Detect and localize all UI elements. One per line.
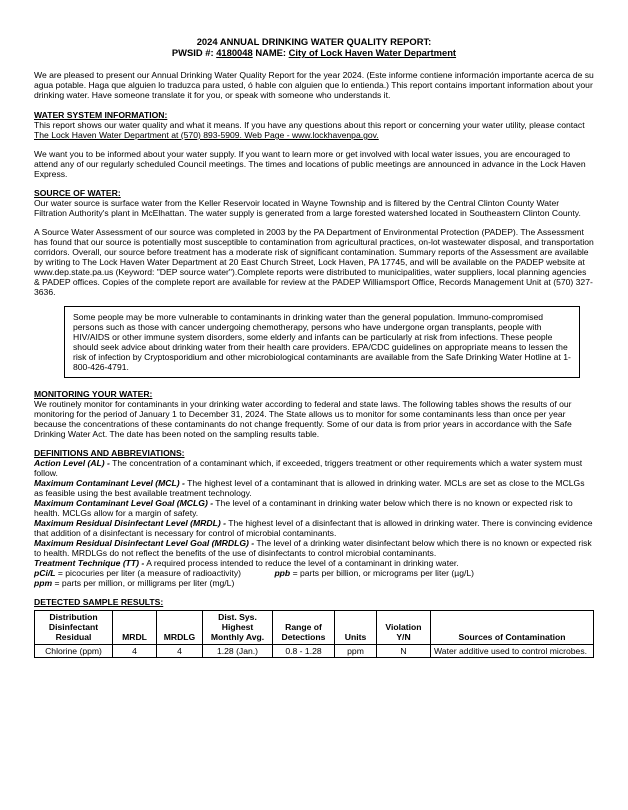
column-header: Sources of Contamination — [431, 611, 594, 645]
monitoring-heading: MONITORING YOUR WATER: — [34, 389, 153, 399]
vulnerable-notice-text: Some people may be more vulnerable to contaminants in drinking water than the general population. Immuno-compromised persons such as those with cancer undergoing chemotherapy, persons who have undergone organ transplants, people with HIV/AIDS or other immune system disorders, some elderly and infants can be particularly at risk from infections. These people should seek advice about drinking water from their health care providers. EPA/CDC guidelines on appropriate means to lessen the risk of infection by Cryptosporidium and other microbiological contaminants are available from the Safe Drinking Water Hotline at 1-800-426-4791. — [73, 312, 571, 372]
unit-row — [34, 568, 594, 578]
water-system-paragraph — [34, 120, 594, 140]
pwsid-value: 4180048 — [216, 47, 253, 58]
table-cell: ppm — [335, 645, 377, 658]
definition-text: A required process intended to reduce the level of a contaminant in drinking water. — [144, 558, 459, 568]
column-header: Range of Detections — [273, 611, 335, 645]
vulnerable-notice-box — [64, 306, 580, 378]
unit-text: = parts per million, or milligrams per liter (mg/L) — [52, 578, 235, 588]
report-title — [34, 36, 594, 58]
column-header: Dist. Sys. Highest Monthly Avg. — [203, 611, 273, 645]
column-header: MRDLG — [157, 611, 203, 645]
results-heading: DETECTED SAMPLE RESULTS: — [34, 597, 164, 607]
water-system-heading: WATER SYSTEM INFORMATION: — [34, 110, 168, 120]
results-table — [34, 610, 594, 658]
definition-item — [34, 518, 594, 538]
unit-item — [34, 568, 241, 578]
unit-item — [274, 568, 474, 578]
definition-item — [34, 478, 594, 498]
table-cell: 0.8 - 1.28 — [273, 645, 335, 658]
intro-paragraph: We are pleased to present our Annual Drinking Water Quality Report for the year 2024. (Este informe contiene información importante acerca de su agua potable. Haga que alguien lo traduzca para usted, ó hable con alguien que lo entienda.) This report contains important information about your drinking water. Have someone translate it for you, or speak with someone who understands it. — [34, 70, 594, 100]
unit-item — [34, 578, 594, 588]
definition-item — [34, 458, 594, 478]
definition-text: The level of a drinking water disinfectant below which there is no known or expected risk to health. MRDLGs do not reflect the benefits of the use of disinfectants to control microbial contaminants. — [34, 538, 592, 558]
source-paragraph: Our water source is surface water from the Keller Reservoir located in Wayne Township and is filtered by the Central Clinton County Water Filtration Authority's plant in McElhattan. The water supply is generated from a large forested watershed located in Southeastern Clinton County. — [34, 198, 581, 218]
table-cell: N — [377, 645, 431, 658]
unit-term: ppm — [34, 578, 53, 588]
definition-text: The level of a contaminant in drinking water below which there is no known or expected risk to health. MCLGs allow for a margin of safety. — [34, 498, 573, 518]
table-cell: Water additive used to control microbes. — [431, 645, 594, 658]
column-header: Distribution Disinfectant Residual — [35, 611, 113, 645]
definition-text: The highest level of a contaminant that is allowed in drinking water. MCLs are set as close to the MCLGs as feasible using the best available treatment technology. — [34, 478, 585, 498]
definition-item — [34, 498, 594, 518]
definition-item — [34, 538, 594, 558]
definitions-list — [34, 458, 594, 588]
water-system-text: This report shows our water quality and what it means. If you have any questions about this report or concerning your water utility, please contact — [34, 120, 585, 130]
unit-term: ppb — [274, 568, 291, 578]
column-header: MRDL — [113, 611, 157, 645]
column-header: Units — [335, 611, 377, 645]
report-title-line: 2024 ANNUAL DRINKING WATER QUALITY REPORT: — [196, 36, 432, 47]
definition-item — [34, 558, 594, 568]
unit-text: = parts per billion, or micrograms per liter (µg/L) — [290, 568, 474, 578]
definition-term: Action Level (AL) - — [34, 458, 110, 468]
system-name: City of Lock Haven Water Department — [288, 47, 457, 58]
definition-term: Maximum Contaminant Level (MCL) - — [34, 478, 185, 488]
definition-term: Maximum Contaminant Level Goal (MCLG) - — [34, 498, 214, 508]
table-cell: 1.28 (Jan.) — [203, 645, 273, 658]
column-header: Violation Y/N — [377, 611, 431, 645]
definition-term: Maximum Residual Disinfectant Level (MRDL) - — [34, 518, 226, 528]
table-row — [35, 645, 594, 658]
contact-link[interactable]: The Lock Haven Water Department at (570) 893-5909. Web Page - www.lockhavenpa.gov. — [34, 130, 379, 140]
name-label: NAME: — [255, 47, 287, 58]
table-cell: 4 — [113, 645, 157, 658]
involvement-paragraph: We want you to be informed about your water supply. If you want to learn more or get involved with local water issues, you are encouraged to attend any of our regularly scheduled Council meetings. The times and locations of public meetings are announced in advance in the Lock Haven Express. — [34, 149, 586, 179]
unit-term: pCi/L — [34, 568, 56, 578]
report-page — [34, 36, 594, 658]
monitoring-paragraph: We routinely monitor for contaminants in your drinking water according to federal and state laws. The following tables shows the results of our monitoring for the period of January 1 to December 31, 2024. The State allows us to monitor for some contaminants less than once per year because the concentrations of these contaminants do not change frequently. Some of our data is from prior years in accordance with the Safe Drinking Water Act. The date has been noted on the sampling results table. — [34, 399, 572, 439]
definition-term: Treatment Technique (TT) - — [34, 558, 145, 568]
definitions-heading: DEFINITIONS AND ABBREVIATIONS: — [34, 448, 185, 458]
definition-term: Maximum Residual Disinfectant Level Goal (MRDLG) - — [34, 538, 255, 548]
definition-text: The highest level of a disinfectant that is allowed in drinking water. There is convincing evidence that addition of a disinfectant is necessary for control of microbial contaminants. — [34, 518, 593, 538]
definition-text: The concentration of a contaminant which, if exceeded, triggers treatment or other requirements which a water system must follow. — [34, 458, 583, 478]
pwsid-line — [34, 47, 594, 58]
source-heading: SOURCE OF WATER: — [34, 188, 121, 198]
table-header-row — [35, 611, 594, 645]
assessment-paragraph: A Source Water Assessment of our source was completed in 2003 by the PA Department of Environmental Protection (PADEP). The Assessment has found that our source is potentially most susceptible to contamination from agricultural practices, on-lot wastewater disposal, and transportation corridors. Overall, our source before treatment has a moderate risk of significant contamination. Summary reports of the Assessment are available by writing to The Lock Haven Water Department at 20 East Church Street, Lock Haven, PA 17745, and will be available on the PADEP website at www.dep.state.pa.us (Keyword: "DEP source water").Complete reports were distributed to municipalities, water suppliers, local planning agencies & PADEP offices. Copies of the complete report are available for review at the PADEP Williamsport Office, Records Management Unit at (570) 327-3636. — [34, 227, 594, 297]
table-cell: Chlorine (ppm) — [35, 645, 113, 658]
pwsid-label: PWSID #: — [171, 47, 214, 58]
table-cell: 4 — [157, 645, 203, 658]
unit-text: = picocuries per liter (a measure of radioactivity) — [55, 568, 242, 578]
